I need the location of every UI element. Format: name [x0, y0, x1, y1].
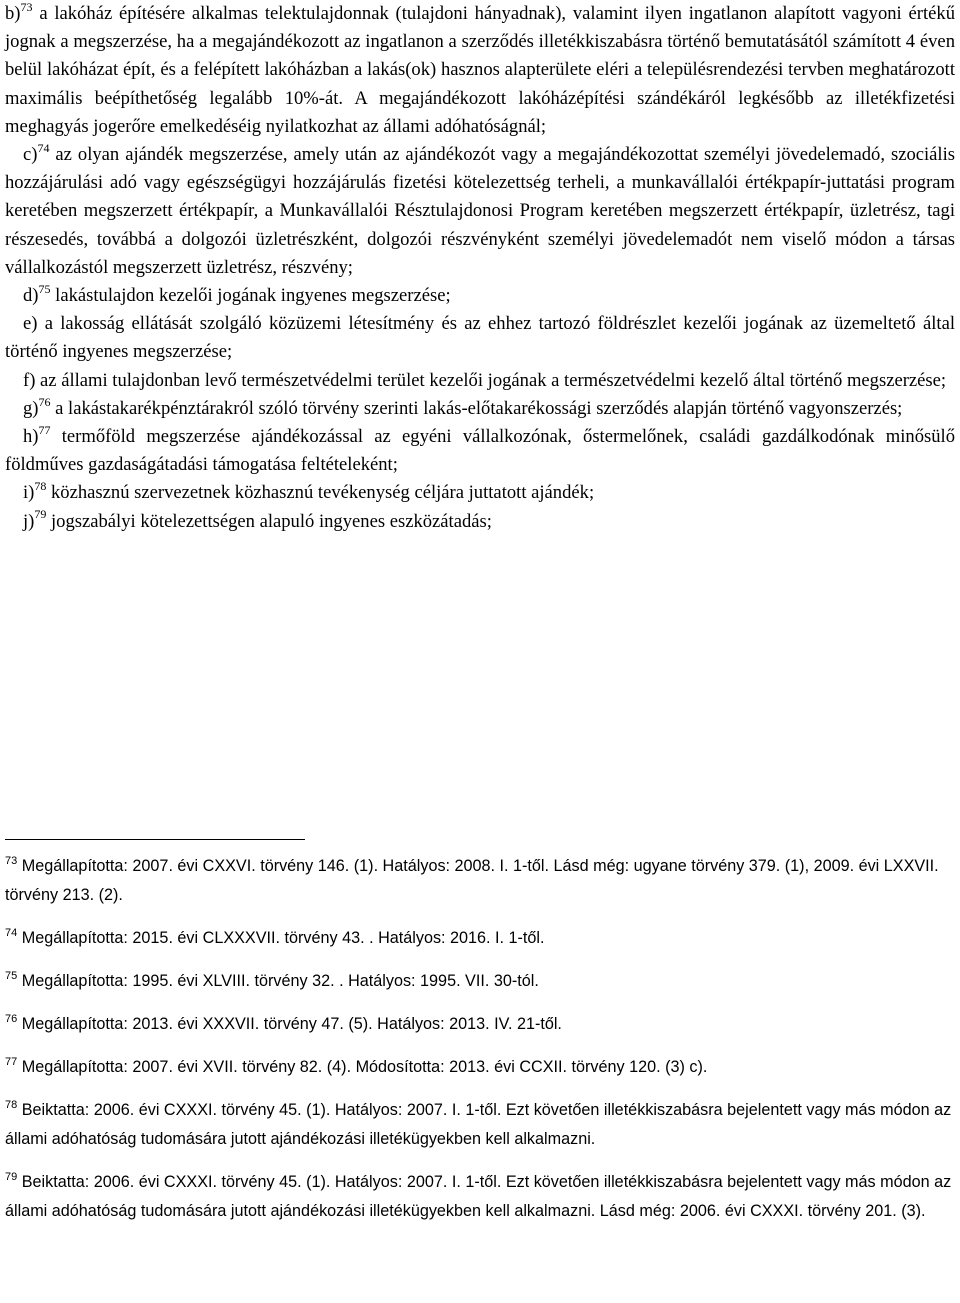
- list-item: [5, 141, 955, 282]
- footnote-ref: 79: [34, 507, 47, 522]
- item-letter: i): [23, 482, 35, 504]
- footnote-ref: 78: [34, 479, 47, 494]
- item-text: közhasznú szervezetnek közhasznú tevékenység céljára juttatott ajándék;: [46, 482, 595, 504]
- list-item: [5, 0, 955, 141]
- footnote-ref: 74: [37, 140, 50, 155]
- list-item: [5, 508, 955, 536]
- footnote-number: 77: [5, 1055, 18, 1068]
- item-text: a lakóház építésére alkalmas telektulajdonnak (tulajdoni hányadnak), valamint ilyen ingatlanon alapított vagyoni értékű jognak a megszerzése, ha a megajándékozott az ingatlanon a szerződés illetékkiszabásra történő bemutatásától számított 4 éven belül lakóházat épít, és a felépített lakóházban a lakás(ok) hasznos alapterülete eléri a településrendezési tervben meghatározott maximális beépíthetőség legalább 10%-át. A megajándékozott lakóházépítési szándékáról legkésőbb az illetékfizetési meghagyás jogerőre emelkedéséig nyilatkozhat az állami adóhatóságnál;: [5, 3, 955, 137]
- item-letter: h): [23, 426, 39, 448]
- legal-text-body: [5, 0, 955, 536]
- footnote: [5, 1168, 955, 1226]
- item-text: jogszabályi kötelezettségen alapuló ingyenes eszközátadás;: [46, 510, 492, 532]
- footnote-text: Megállapította: 2007. évi CXXVI. törvény 146. (1). Hatályos: 2008. I. 1-től. Lásd még: ugyane törvény 379. (1), 2009. évi LXXVII. törvény 213. (2).: [5, 857, 939, 904]
- footnote-number: 76: [5, 1012, 18, 1025]
- footnote-ref: 77: [38, 422, 51, 437]
- list-item: [5, 310, 955, 366]
- item-letter: f): [23, 369, 36, 391]
- footnote-number: 78: [5, 1098, 18, 1111]
- footnote-number: 73: [5, 854, 18, 867]
- item-letter: e): [23, 313, 38, 335]
- footnote-text: Beiktatta: 2006. évi CXXXI. törvény 45. (1). Hatályos: 2007. I. 1-től. Ezt követően illetékkiszabásra bejelentett vagy más módon az állami adóhatóság tudomására jutott ajándékozási illetékügyekben kell alkalmazni. Lásd még: 2006. évi CXXXI. törvény 201. (3).: [5, 1173, 952, 1220]
- footnote-number: 75: [5, 969, 18, 982]
- footnote-ref: 73: [20, 0, 33, 14]
- item-letter: c): [23, 144, 38, 166]
- item-text: a lakástakarékpénztárakról szóló törvény szerinti lakás-előtakarékossági szerződés alapján történő vagyonszerzés;: [50, 397, 903, 419]
- footnote: [5, 852, 955, 910]
- item-text: lakástulajdon kezelői jogának ingyenes megszerzése;: [50, 285, 451, 307]
- list-item: [5, 282, 955, 310]
- footnote-text: Megállapította: 2007. évi XVII. törvény 82. (4). Módosította: 2013. évi CCXII. törvény 120. (3) c).: [17, 1058, 708, 1076]
- footnotes-section: [5, 852, 955, 1240]
- footnote-number: 74: [5, 926, 18, 939]
- item-letter: d): [23, 285, 39, 307]
- item-letter: g): [23, 397, 39, 419]
- list-item: [5, 395, 955, 423]
- footnote-divider: [5, 839, 305, 840]
- footnote: [5, 1053, 955, 1082]
- document-page: [5, 0, 955, 1220]
- footnote: [5, 924, 955, 953]
- item-text: az állami tulajdonban levő természetvédelmi terület kezelői jogának a természetvédelmi kezelő által történő megszerzése;: [35, 369, 947, 391]
- item-letter: b): [5, 3, 21, 24]
- footnote-ref: 75: [38, 281, 51, 296]
- footnote-text: Megállapította: 1995. évi XLVIII. törvény 32. . Hatályos: 1995. VII. 30-tól.: [17, 972, 539, 990]
- item-letter: j): [23, 510, 35, 532]
- footnote: [5, 1010, 955, 1039]
- footnote-ref: 76: [38, 394, 51, 409]
- footnote-text: Megállapította: 2015. évi CLXXXVII. törvény 43. . Hatályos: 2016. I. 1-től.: [17, 929, 545, 947]
- list-item: [5, 423, 955, 479]
- list-item: [5, 479, 955, 507]
- footnote: [5, 1096, 955, 1154]
- footnote-number: 79: [5, 1170, 18, 1183]
- list-item: [5, 367, 955, 395]
- item-text: a lakosság ellátását szolgáló közüzemi létesítmény és az ehhez tartozó földrészlet kezelői jogának az üzemeltető által történő ingyenes megszerzése;: [5, 313, 955, 363]
- footnote: [5, 967, 955, 996]
- item-text: termőföld megszerzése ajándékozással az egyéni vállalkozónak, őstermelőnek, családi gazdálkodónak minősülő földműves gazdaságátadási támogatása feltételeként;: [5, 426, 955, 476]
- item-text: az olyan ajándék megszerzése, amely után az ajándékozót vagy a megajándékozottat személyi jövedelemadó, szociális hozzájárulási adó vagy egészségügyi hozzájárulás fizetési kötelezettség terheli, a munkavállalói értékpapír-juttatási program keretében megszerzett értékpapír, a Munkavállalói Résztulajdonosi Program keretében megszerzett értékpapír, üzletrész, tagi részesedés, továbbá a dolgozói üzletrészként, dolgozói részvényként személyi jövedelemadót nem viselő módon a társas vállalkozástól megszerzett üzletrész, részvény;: [5, 144, 955, 278]
- footnote-text: Megállapította: 2013. évi XXXVII. törvény 47. (5). Hatályos: 2013. IV. 21-től.: [17, 1015, 562, 1033]
- footnote-text: Beiktatta: 2006. évi CXXXI. törvény 45. (1). Hatályos: 2007. I. 1-től. Ezt követően illetékkiszabásra bejelentett vagy más módon az állami adóhatóság tudomására jutott ajándékozási illetékügyekben kell alkalmazni.: [5, 1101, 952, 1148]
